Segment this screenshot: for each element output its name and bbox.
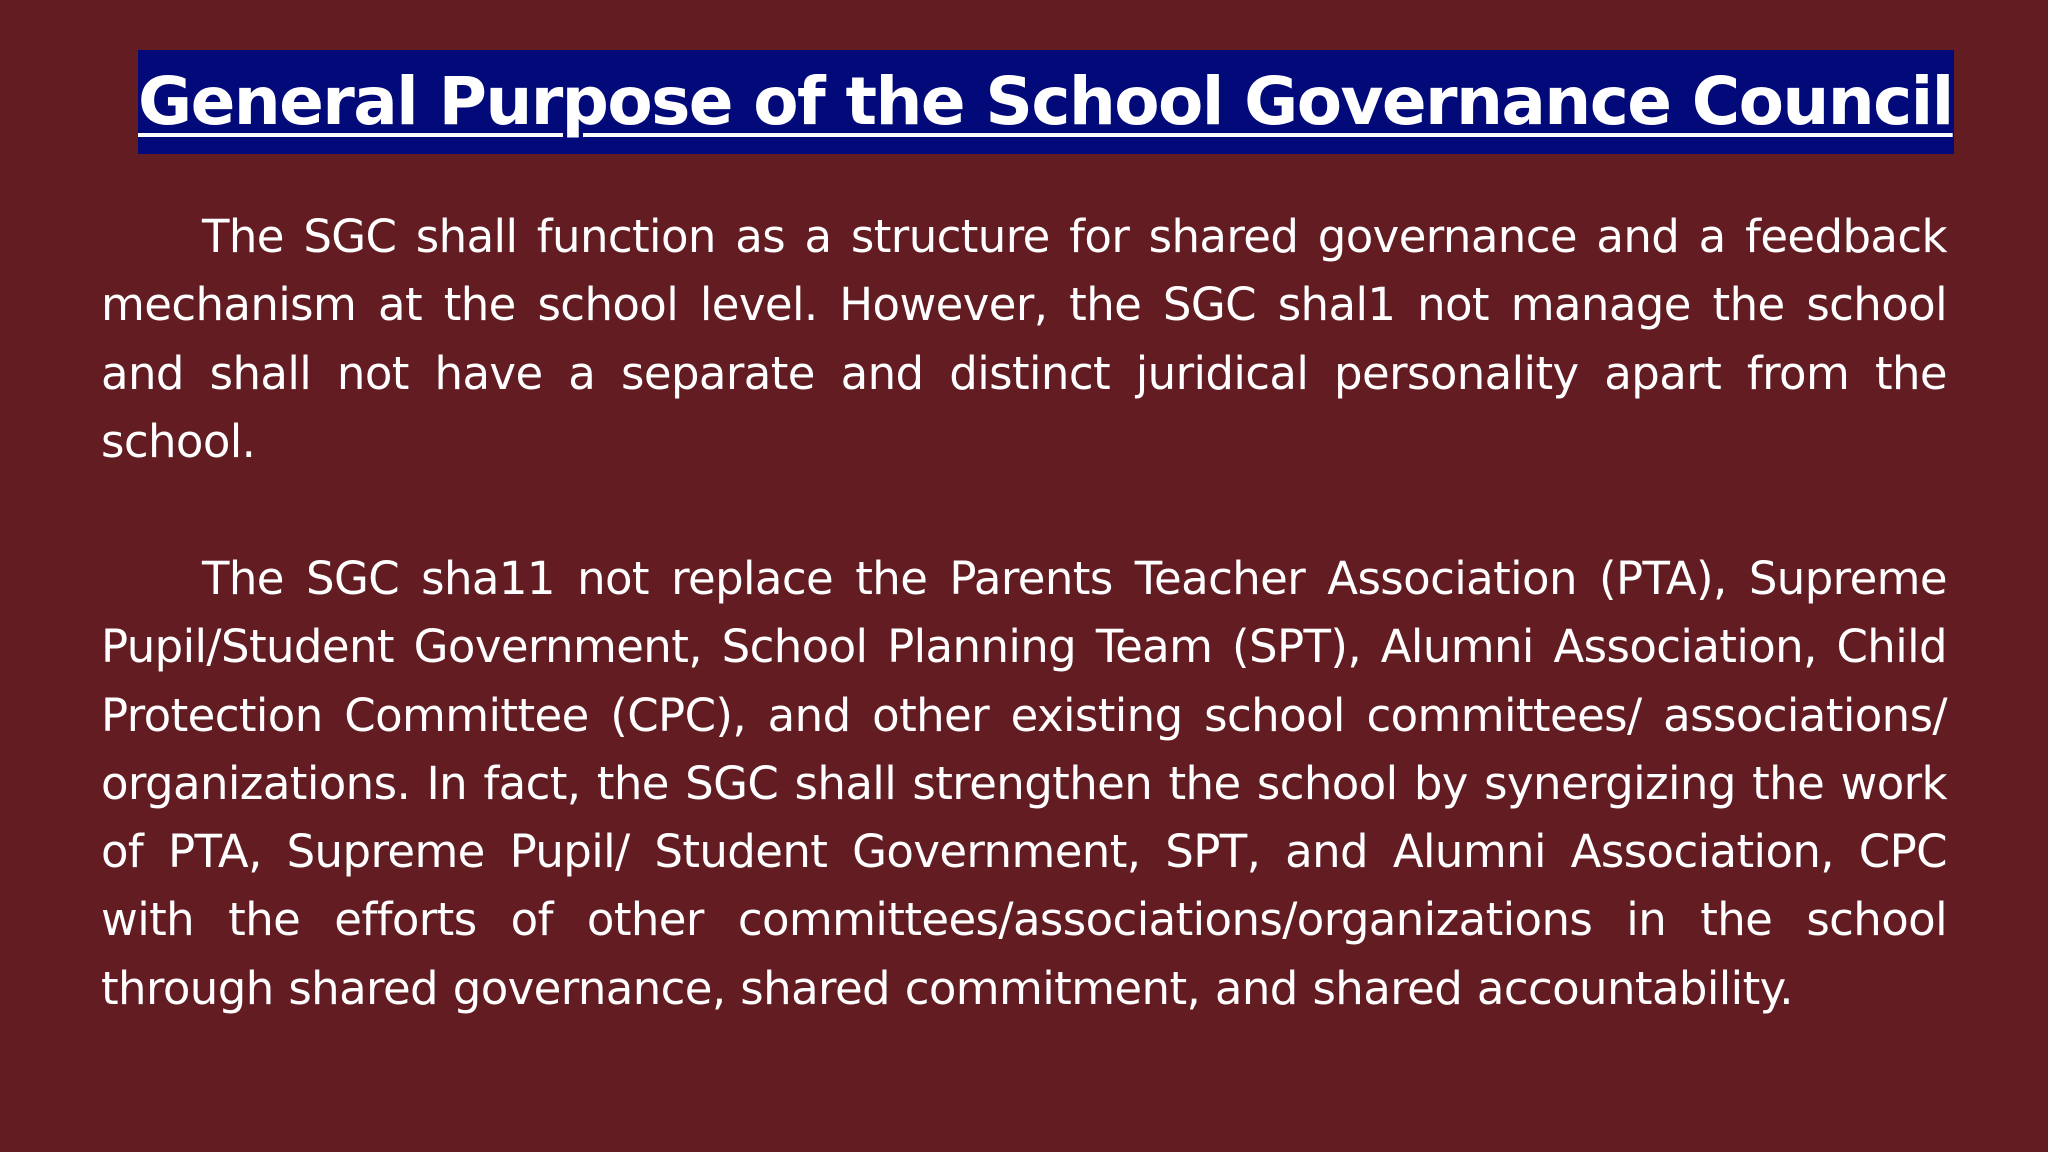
paragraph-1: The SGC shall function as a structure for shared governance and a feedback mechanism at the school level. However, the SGC shal1 not manage the school and shall not have a separate and distinct juridical personality apart from the school. [101,210,1947,468]
slide-title: General Purpose of the School Governance Council [138,63,1953,140]
paragraph-2: The SGC sha11 not replace the Parents Teacher Association (PTA), Supreme Pupil/Student Government, School Planning Team (SPT), Alumni Association, Child Protection Committee (CPC), and other existing school committees/ associations/ organizations. In fact, the SGC shall strengthen the school by synergizing the work of PTA, Supreme Pupil/ Student Government, SPT, and Alumni Association, CPC with the efforts of other committees/associations/organizations in the school through shared governance, shared commitment, and shared accountability. [101,552,1947,1015]
